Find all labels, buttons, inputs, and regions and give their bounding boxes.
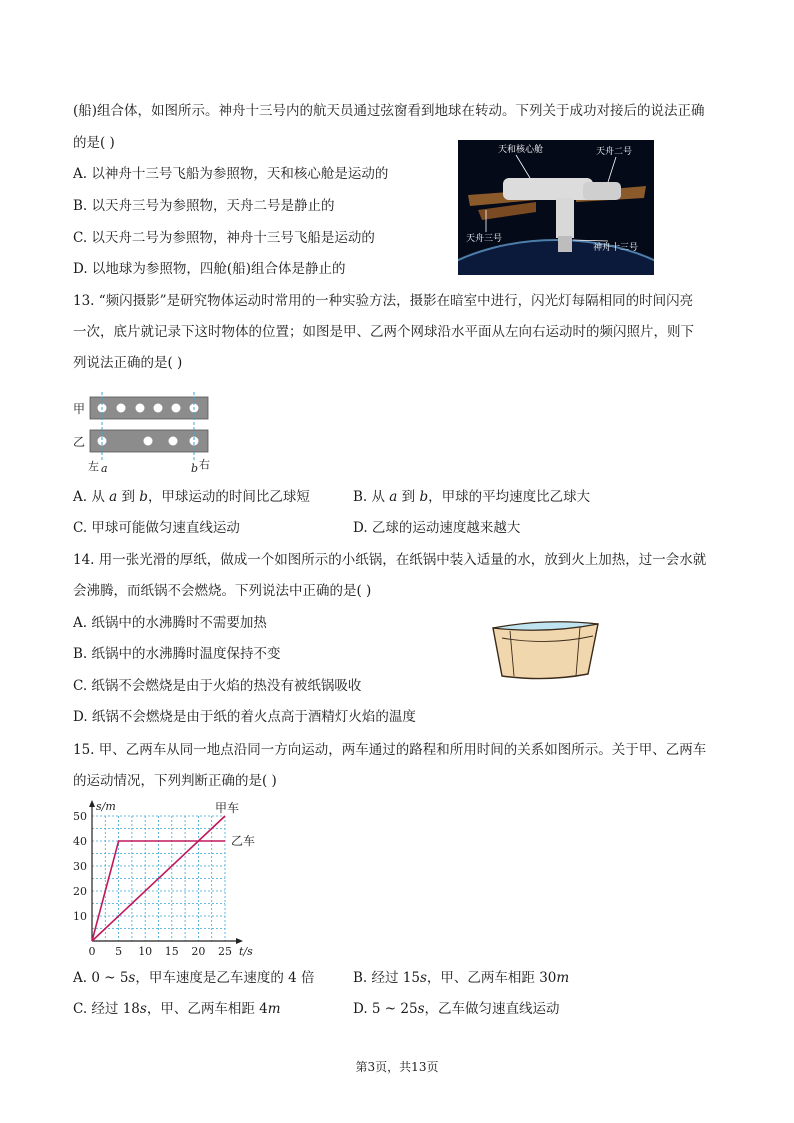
paper-pot-figure [488, 616, 603, 684]
q15-option-c: C. 经过 18s，甲、乙两车相距 4m [73, 1001, 281, 1017]
q12-option-a: A. 以神舟十三号飞船为参照物，天和核心舱是运动的 [73, 166, 389, 182]
x-tick-label: 5 [115, 945, 123, 958]
x-axis-arrow [236, 938, 243, 944]
y-tick-label: 20 [73, 885, 87, 898]
q15-line2: 的运动情况，下列判断正确的是( ) [73, 773, 277, 789]
q12-option-c: C. 以天舟二号为参照物，神舟十三号飞船是运动的 [73, 230, 375, 246]
x-tick-label: 15 [164, 945, 179, 958]
row-label-jia: 甲 [73, 402, 86, 416]
x-axis-label: t/s [239, 945, 253, 958]
q15-option-a: A. 0 ~ 5s，甲车速度是乙车速度的 4 倍 [73, 970, 315, 986]
q15-option-b: B. 经过 15s，甲、乙两车相距 30m [353, 970, 570, 986]
q13-option-d: D. 乙球的运动速度越来越大 [353, 520, 521, 536]
q13-line3: 列说法正确的是( ) [73, 355, 183, 371]
x-tick-label: 0 [88, 945, 96, 958]
space-station-figure [458, 140, 654, 275]
label-b: b [191, 462, 199, 475]
y-axis-arrow [89, 800, 95, 807]
x-tick-label: 20 [191, 945, 206, 958]
q15-option-d: D. 5 ~ 25s，乙车做匀速直线运动 [353, 1001, 560, 1017]
q12-option-b: B. 以天舟三号为参照物，天舟二号是静止的 [73, 198, 335, 214]
q15-line1: 15. 甲、乙两车从同一地点沿同一方向运动，两车通过的路程和所用时间的关系如图所示。关于甲、乙两车 [73, 742, 707, 758]
q14-line1: 14. 用一张光滑的厚纸，做成一个如图所示的小纸锅，在纸锅中装入适量的水，放到火上加热，过一会水就 [73, 552, 707, 568]
label-core-module: 天和核心舱 [498, 145, 544, 155]
y-tick-label: 30 [73, 860, 87, 873]
q14-line2: 会沸腾，而纸锅不会燃烧。下列说法中正确的是( ) [73, 583, 372, 599]
q12-option-d: D. 以地球为参照物，四舱(船)组合体是静止的 [73, 261, 346, 277]
label-tianzhou-2: 天舟二号 [596, 147, 633, 157]
label-tianzhou-3: 天舟三号 [466, 234, 503, 244]
row-label-yi: 乙 [73, 435, 86, 449]
q14-option-d: D. 纸锅不会燃烧是由于纸的着火点高于酒精灯火焰的温度 [73, 709, 416, 725]
y-tick-label: 10 [73, 910, 87, 923]
q12-line1: (船)组合体，如图所示。神舟十三号内的航天员通过弦窗看到地球在转动。下列关于成功对接后的说法正确 [73, 103, 705, 119]
label-shenzhou-13: 神舟十三号 [593, 243, 639, 253]
s-t-chart [62, 795, 272, 965]
y-tick-label: 40 [73, 835, 87, 848]
q13-line1: 13. “频闪摄影”是研究物体运动时常用的一种实验方法，摄影在暗室中进行，闪光灯每隔相同的时间闪亮 [73, 293, 694, 309]
x-tick-label: 25 [218, 945, 232, 958]
strobe-photo-figure [70, 390, 215, 476]
y-axis-label: s/m [96, 800, 116, 813]
q13-line2: 一次，底片就记录下这时物体的位置；如图是甲、乙两个网球沿水平面从左向右运动时的频闪照片，则下 [73, 324, 694, 340]
x-tick-label: 10 [138, 945, 153, 958]
series-label-yi: 乙车 [231, 834, 256, 848]
y-tick-label: 50 [73, 810, 87, 823]
q13-option-b: B. 从 a 到 b，甲球的平均速度比乙球大 [353, 489, 591, 505]
q12-line2: 的是( ) [73, 135, 115, 151]
q14-option-a: A. 纸锅中的水沸腾时不需要加热 [73, 615, 267, 631]
q13-option-a: A. 从 a 到 b，甲球运动的时间比乙球短 [73, 489, 310, 505]
q13-option-c: C. 甲球可能做匀速直线运动 [73, 520, 240, 536]
label-a: a [101, 462, 108, 475]
q14-option-c: C. 纸锅不会燃烧是由于火焰的热没有被纸锅吸收 [73, 678, 362, 694]
label-left: 左 [88, 460, 99, 473]
page-footer: 第3页，共13页 [355, 1060, 439, 1074]
label-right: 右 [199, 458, 210, 471]
series-label-jia: 甲车 [215, 801, 240, 815]
q14-option-b: B. 纸锅中的水沸腾时温度保持不变 [73, 646, 281, 662]
